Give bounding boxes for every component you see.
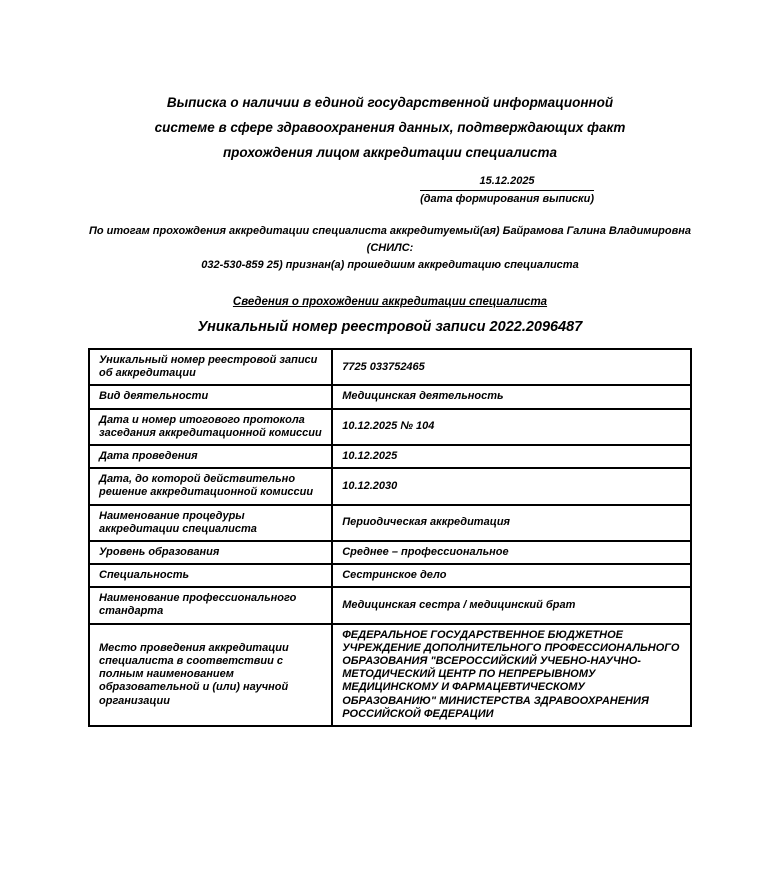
row-label: Уровень образования (89, 541, 332, 564)
table-row (89, 468, 691, 504)
row-value: Среднее – профессиональное (332, 541, 691, 564)
row-value: 7725 033752465 (332, 349, 691, 385)
row-label: Место проведения аккредитации специалиста в соответствии с полным наименованием образовательной и (или) научной организации (89, 624, 332, 726)
row-label: Дата и номер итогового протокола заседания аккредитационной комиссии (89, 409, 332, 445)
section-heading: Сведения о прохождении аккредитации специалиста (232, 296, 548, 308)
statement-line: 032-530-859 25) признан(а) прошедшим аккредитацию специалиста (201, 259, 579, 271)
row-value: 10.12.2030 (332, 468, 691, 504)
table-row (89, 624, 691, 726)
document-title (110, 90, 670, 165)
table-row (89, 385, 691, 408)
row-value: Медицинская сестра / медицинский брат (332, 587, 691, 623)
table-row (89, 409, 691, 445)
row-value: Медицинская деятельность (332, 385, 691, 408)
table-row (89, 349, 691, 385)
row-label: Специальность (89, 564, 332, 587)
row-label: Вид деятельности (89, 385, 332, 408)
row-value: Периодическая аккредитация (332, 505, 691, 541)
issue-date-value: 15.12.2025 (420, 175, 594, 191)
accreditation-table (88, 348, 692, 727)
row-label: Уникальный номер реестровой записи об аккредитации (89, 349, 332, 385)
table-row (89, 445, 691, 468)
issue-date-caption: (дата формирования выписки) (420, 193, 594, 205)
statement-paragraph (88, 223, 692, 274)
statement-line: По итогам прохождения аккредитации специалиста аккредитуемый(ая) Байрамова Галина Владимировна (СНИЛС: (88, 225, 692, 254)
row-label: Наименование процедуры аккредитации специалиста (89, 505, 332, 541)
row-value: Сестринское дело (332, 564, 691, 587)
row-value: 10.12.2025 (332, 445, 691, 468)
registry-number-heading: Уникальный номер реестровой записи 2022.2096487 (197, 319, 583, 335)
table-row (89, 587, 691, 623)
row-value: ФЕДЕРАЛЬНОЕ ГОСУДАРСТВЕННОЕ БЮДЖЕТНОЕ УЧРЕЖДЕНИЕ ДОПОЛНИТЕЛЬНОГО ПРОФЕССИОНАЛЬНОГО ОБРАЗОВАНИЯ "ВСЕРОССИЙСКИЙ УЧЕБНО-НАУЧНО-МЕТОДИЧЕСКИЙ ЦЕНТР ПО НЕПРЕРЫВНОМУ МЕДИЦИНСКОМУ И ФАРМАЦЕВТИЧЕСКОМУ ОБРАЗОВАНИЮ" МИНИСТЕРСТВА ЗДРАВООХРАНЕНИЯ РОССИЙСКОЙ ФЕДЕРАЦИИ (332, 624, 691, 726)
row-value: 10.12.2025 № 104 (332, 409, 691, 445)
document-title-line: системе в сфере здравоохранения данных, подтверждающих факт (154, 120, 626, 135)
issue-date-block (420, 175, 594, 205)
table-row (89, 564, 691, 587)
table-row (89, 505, 691, 541)
row-label: Дата, до которой действительно решение аккредитационной комиссии (89, 468, 332, 504)
row-label: Дата проведения (89, 445, 332, 468)
row-label: Наименование профессионального стандарта (89, 587, 332, 623)
document-title-line: Выписка о наличии в единой государственной информационной (166, 95, 614, 110)
table-row (89, 541, 691, 564)
document-title-line: прохождения лицом аккредитации специалиста (222, 145, 558, 160)
